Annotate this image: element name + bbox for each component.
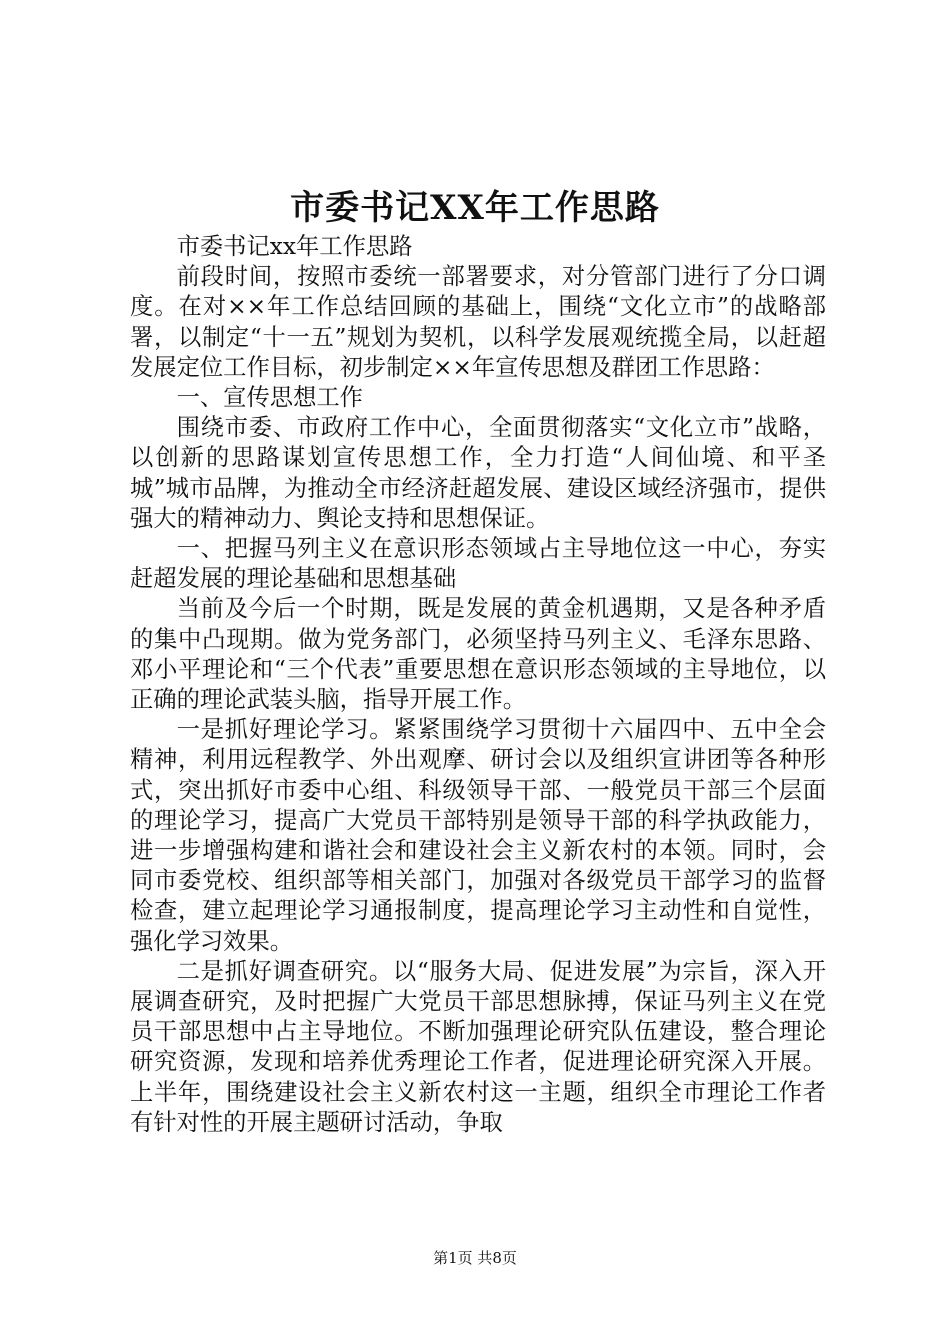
subsection-heading: 一、把握马列主义在意识形态领域占主导地位这一中心，夯实赶超发展的理论基础和思想基础: [130, 535, 826, 593]
paragraph: 前段时间，按照市委统一部署要求，对分管部门进行了分口调度。在对××年工作总结回顾的基础上，围绕“文化立市”的战略部署，以制定“十一五”规划为契机，以科学发展观统揽全局，以赶超发展定位工作目标，初步制定××年宣传思想及群团工作思路：: [130, 263, 826, 381]
paragraph: 围绕市委、市政府工作中心，全面贯彻落实“文化立市”战略，以创新的思路谋划宣传思想工作，全力打造“人间仙境、和平圣城”城市品牌，为推动全市经济赶超发展、建设区域经济强市，提供强大的精神动力、舆论支持和思想保证。: [130, 414, 826, 532]
document-body: [130, 232, 826, 1138]
paragraph: 当前及今后一个时期，既是发展的黄金机遇期，又是各种矛盾的集中凸现期。做为党务部门，必须坚持马列主义、毛泽东思路、邓小平理论和“三个代表”重要思想在意识形态领域的主导地位，以正确的理论武装头脑，指导开展工作。: [130, 595, 826, 714]
page-footer: [0, 1247, 950, 1269]
page-indicator: 第1页 共8页: [433, 1249, 517, 1267]
document-title: 市委书记XX年工作思路: [290, 188, 660, 228]
section-heading: 一、宣传思想工作: [176, 384, 363, 412]
paragraph: 市委书记xx年工作思路: [176, 233, 413, 260]
paragraph: 一是抓好理论学习。紧紧围绕学习贯彻十六届四中、五中全会精神，利用远程教学、外出观摩、研讨会以及组织宣讲团等各种形式，突出抓好市委中心组、科级领导干部、一般党员干部三个层面的理论学习，提高广大党员干部特别是领导干部的科学执政能力，进一步增强构建和谐社会和建设社会主义新农村的本领。同时，会同市委党校、组织部等相关部门，加强对各级党员干部学习的监督检查，建立起理论学习通报制度，提高理论学习主动性和自觉性，强化学习效果。: [130, 716, 826, 955]
paragraph: 二是抓好调查研究。以“服务大局、促进发展”为宗旨，深入开展调查研究，及时把握广大党员干部思想脉搏，保证马列主义在党员干部思想中占主导地位。不断加强理论研究队伍建设，整合理论研究资源，发现和培养优秀理论工作者，促进理论研究深入开展。上半年，围绕建设社会主义新农村这一主题，组织全市理论工作者有针对性的开展主题研讨活动，争取: [130, 957, 826, 1136]
